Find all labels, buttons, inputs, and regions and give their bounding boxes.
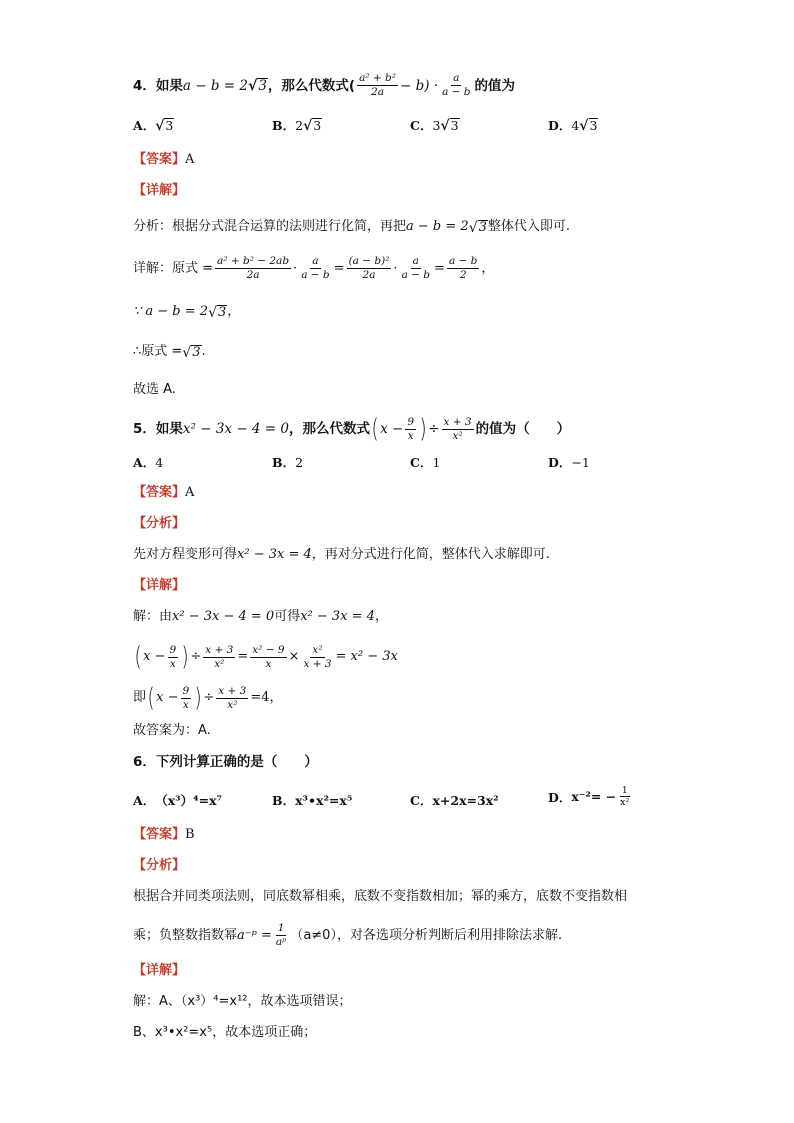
q5-option-a[interactable]: A． 4 [133, 454, 164, 470]
q6-answer: 【答案】 B [133, 827, 195, 842]
q6-option-c[interactable]: C． x+2x=3x² [410, 792, 499, 808]
q5-analysis-tag: 【分析】 [133, 516, 186, 531]
q4-answer: 【答案】 A [133, 152, 195, 167]
answer-tag: 【答案】 [133, 827, 186, 842]
q6-analysis-line2: 乘；负整数指数幂 a⁻ᵖ = $\frac{1}{\text{aᵖ}}$ （a≠0），对各选项分析判断后利用排除法求解. [133, 922, 563, 948]
fraction: $\frac{a}{a - b}$ [442, 72, 471, 98]
q6-solution-a: 解：A、（x³）⁴=x¹²，故本选项错误； [133, 994, 352, 1009]
q6-option-b[interactable]: B． x³•x²=x⁵ [272, 792, 353, 808]
q4-conclusion: 故选 A. [133, 382, 176, 397]
q4-detail-equation: 详解：原式 = $\frac{\text{a² + b² − 2ab}}{2a}$ · $\frac{a}{a - b}$ = $\frac{\text{(a − b)²}}{2a}$ · $\frac{a}{a - b}$ = $\frac{a - b}{2}$ ， [133, 255, 495, 281]
q5-solution-line2: ( x − $\frac{9}{x}$ ) ÷ $\frac{x + 3}{\text{x²}}$ = $\frac{\text{x² − 9}}{x}$ × $\frac{\text{x²}}{x + 3}$ = x² − 3x [134, 642, 398, 672]
q5-option-b[interactable]: B． 2 [272, 454, 304, 470]
q6-solution-b: B、x³•x²=x⁵，故本选项正确； [133, 1025, 317, 1040]
q4-analysis: 分析：根据分式混合运算的法则进行化简，再把 a − b = 2 √ 3 整体代入即可. [133, 219, 571, 236]
sqrt-symbol: √ 3 [247, 78, 267, 94]
q5-detail-tag: 【详解】 [133, 578, 186, 593]
fraction: $\frac{\text{a² + b²}}{2a}$ [359, 72, 396, 98]
q4-option-d[interactable]: D． 4 √ 3 [548, 117, 598, 134]
q6-stem: 6． 下列计算正确的是（ ） [133, 754, 318, 770]
q6-option-a[interactable]: A． （x³）⁴=x⁷ [133, 793, 223, 808]
q6-detail-tag: 【详解】 [133, 963, 186, 978]
q5-conclusion: 故答案为：A. [133, 723, 211, 738]
q4-number: 4． [133, 77, 156, 94]
q6-number: 6． [133, 754, 156, 770]
q6-analysis-tag: 【分析】 [133, 858, 186, 873]
q5-number: 5． [133, 421, 156, 437]
q5-answer: 【答案】 A [133, 485, 195, 500]
q4-therefore: ∴原式 = √ 3 . [133, 344, 206, 361]
q4-option-b[interactable]: B． 2 √ 3 [272, 117, 322, 134]
q4-detail-tag: 【详解】 [133, 183, 186, 198]
answer-tag: 【答案】 [133, 152, 186, 167]
q4-option-c[interactable]: C． 3 √ 3 [410, 117, 459, 134]
q4-option-a[interactable]: A． √ 3 [133, 117, 174, 134]
q5-solution-line1: 解：由 x² − 3x − 4 = 0 可得 x² − 3x = 4 ， [133, 609, 388, 624]
answer-tag: 【答案】 [133, 485, 186, 500]
q5-solution-line3: 即 ( x − $\frac{9}{x}$ ) ÷ $\frac{x + 3}{\text{x²}}$ =4， [133, 683, 283, 713]
q4-because: ∵ a − b = 2 √ 3 ， [133, 304, 241, 321]
q5-option-d[interactable]: D． −1 [548, 454, 590, 470]
q5-analysis: 先对方程变形可得 x² − 3x = 4 ，再对分式进行化简，整体代入求解即可. [133, 547, 550, 562]
q4-stem: 4． 如果 a − b = 2 √ 3 ，那么代数式( $\frac{\text{a² + b²}}{2a}$ − b) · $\frac{a}{a - b}$ 的值为 [133, 72, 516, 98]
q5-option-c[interactable]: C． 1 [410, 454, 441, 470]
q6-analysis-line1: 根据合并同类项法则，同底数幂相乘，底数不变指数相加；幂的乘方，底数不变指数相 [133, 889, 628, 904]
q5-stem: 5． 如果 x² − 3x − 4 = 0 ，那么代数式 ( x − $\frac{9}{x}$ ) ÷ $\frac{x + 3}{\text{x²}}$ 的值为（ ） [133, 414, 571, 444]
q6-option-d[interactable]: D． x⁻²= − $\frac{1}{\text{x²}}$ [548, 785, 630, 808]
